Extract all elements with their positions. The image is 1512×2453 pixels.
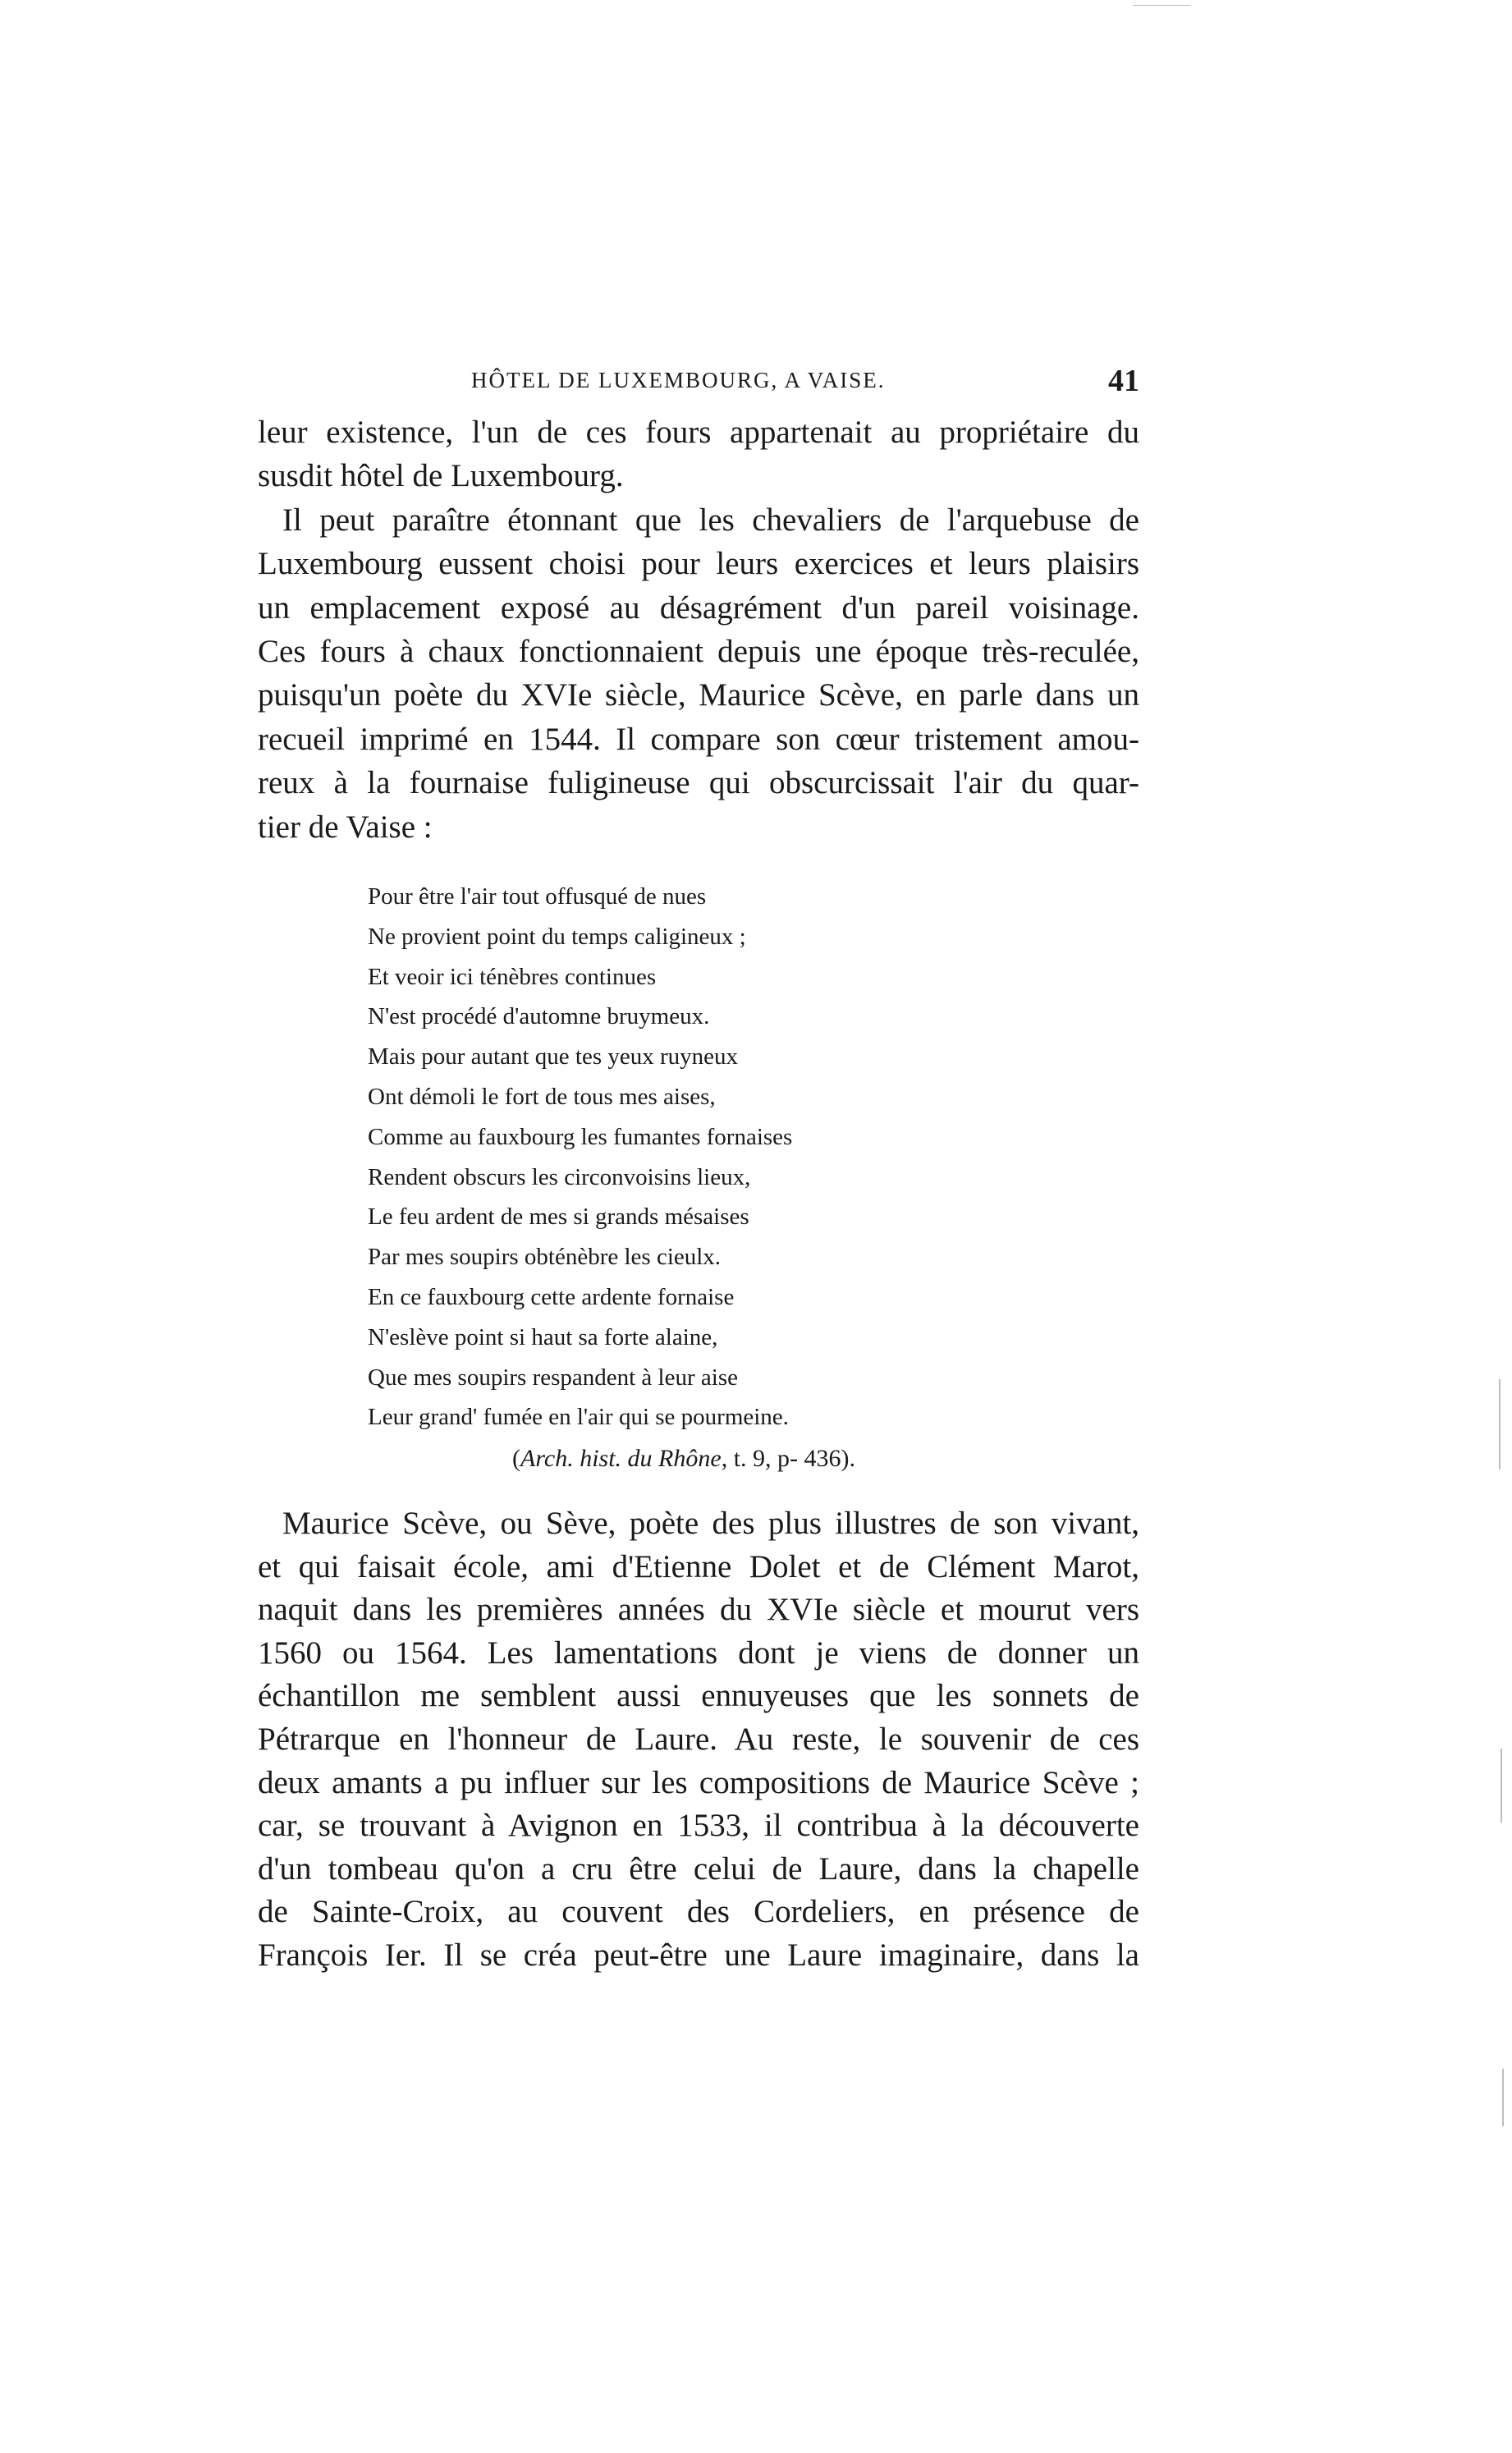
running-title: HÔTEL DE LUXEMBOURG, A VAISE. <box>471 368 886 392</box>
text-line: Il peut paraître étonnant que les chevaliers de l'arquebuse de <box>282 502 1139 538</box>
poem-verse: Par mes soupirs obténèbre les cieulx. <box>368 1244 722 1271</box>
scan-edge-mark <box>1502 2069 1504 2126</box>
text-line: naquit dans les premières années du XVIe siècle et mourut vers <box>258 1592 1139 1628</box>
poem-quotation <box>368 877 959 1437</box>
paragraph-2 <box>258 1502 1139 1978</box>
poem-verse: Comme au fauxbourg les fumantes fornaises <box>368 1123 793 1150</box>
text-line: de Sainte-Croix, au couvent des Cordeliers, en présence de <box>258 1894 1139 1930</box>
poem-verse: Leur grand' fumée en l'air qui se pourmeine. <box>368 1404 789 1431</box>
paragraph-1 <box>258 410 1139 849</box>
poem-citation <box>512 1445 855 1473</box>
poem-verse: En ce fauxbourg cette ardente fornaise <box>368 1283 735 1310</box>
scan-edge-mark <box>1499 1379 1501 1470</box>
poem-verse: Ne provient point du temps caligineux ; <box>368 923 746 950</box>
text-line: 1560 ou 1564. Les lamentations dont je viens de donner un <box>258 1635 1139 1671</box>
poem-verse: Rendent obscurs les circonvoisins lieux, <box>368 1163 751 1190</box>
scan-edge-mark <box>1501 1749 1502 1823</box>
text-line: deux amants a pu influer sur les compositions de Maurice Scève ; <box>258 1764 1139 1800</box>
text-line: Ces fours à chaux fonctionnaient depuis une époque très-reculée, <box>258 634 1139 670</box>
text-line: François Ier. Il se créa peut-être une Laure imaginaire, dans la <box>258 1937 1139 1973</box>
text-line: susdit hôtel de Luxembourg. <box>258 458 624 494</box>
poem-verse: Pour être l'air tout offusqué de nues <box>368 883 707 910</box>
poem-verse: Le feu ardent de mes si grands mésaises <box>368 1204 749 1231</box>
citation-open: ( <box>512 1445 520 1472</box>
text-line: Maurice Scève, ou Sève, poète des plus illustres de son vivant, <box>282 1506 1139 1541</box>
poem-verse: Ont démoli le fort de tous mes aises, <box>368 1083 716 1110</box>
poem-verse: Et veoir ici ténèbres continues <box>368 963 657 990</box>
poem-verse: Que mes soupirs respandent à leur aise <box>368 1364 738 1391</box>
text-line: d'un tombeau qu'on a cru être celui de Laure, dans la chapelle <box>258 1850 1139 1887</box>
scan-edge-mark <box>1133 5 1190 6</box>
page-number: 41 <box>1108 364 1139 398</box>
text-line: tier de Vaise : <box>258 809 433 845</box>
text-line: Pétrarque en l'honneur de Laure. Au reste, le souvenir de ces <box>258 1721 1139 1757</box>
text-line: recueil imprimé en 1544. Il compare son cœur tristement amou- <box>258 721 1139 757</box>
text-line: car, se trouvant à Avignon en 1533, il contribua à la découverte <box>258 1808 1139 1844</box>
running-head <box>258 363 1139 404</box>
text-line: reux à la fournaise fuligineuse qui obscurcissait l'air du quar- <box>258 765 1139 801</box>
poem-verse: N'eslève point si haut sa forte alaine, <box>368 1323 718 1350</box>
text-line: et qui faisait école, ami d'Etienne Dolet et de Clément Marot, <box>258 1548 1139 1584</box>
text-line: échantillon me semblent aussi ennuyeuses que les sonnets de <box>258 1678 1139 1714</box>
citation-source: Arch. hist. du Rhône <box>520 1445 722 1472</box>
poem-verse: N'est procédé d'automne bruymeux. <box>368 1003 710 1030</box>
citation-reference: , t. 9, p- 436). <box>721 1445 856 1472</box>
poem-verse: Mais pour autant que tes yeux ruyneux <box>368 1043 739 1071</box>
text-line: leur existence, l'un de ces fours appartenait au propriétaire du <box>258 415 1139 450</box>
text-line: un emplacement exposé au désagrément d'un pareil voisinage. <box>258 589 1139 626</box>
text-line: puisqu'un poète du XVIe siècle, Maurice Scève, en parle dans un <box>258 677 1139 713</box>
text-line: Luxembourg eussent choisi pour leurs exercices et leurs plaisirs <box>258 546 1139 582</box>
